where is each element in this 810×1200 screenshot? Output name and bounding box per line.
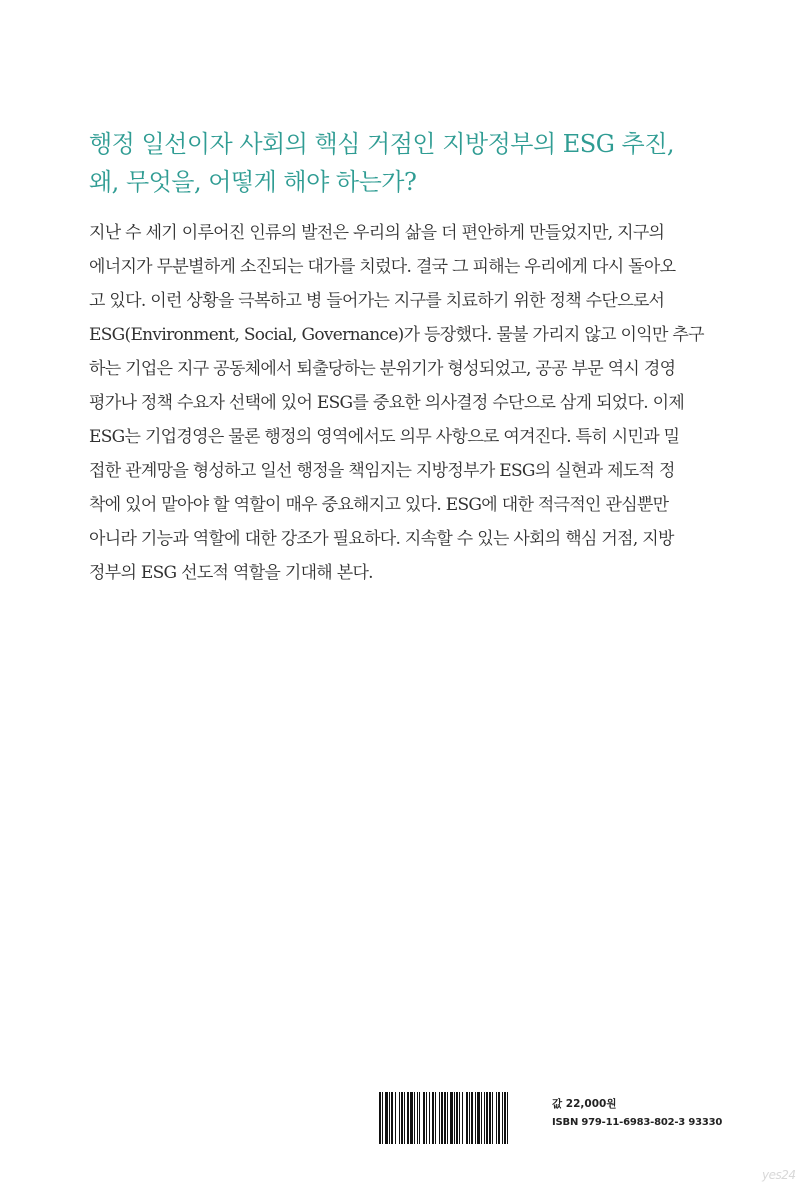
body-line: ESG(Environment, Social, Governance)가 등장했다. 물불 가리지 않고 이익만 추구 — [89, 325, 704, 345]
body-line: 착에 있어 맡아야 할 역할이 매우 중요해지고 있다. ESG에 대한 적극적인 관심뿐만 — [89, 495, 669, 515]
headline — [89, 125, 749, 201]
body-line: 고 있다. 이런 상황을 극복하고 병 들어가는 지구를 치료하기 위한 정책 수단으로서 — [89, 291, 665, 311]
barcode-image — [377, 1090, 547, 1146]
headline-line: 왜, 무엇을, 어떻게 해야 하는가? — [89, 168, 417, 196]
body-paragraph — [89, 216, 729, 590]
body-line: 평가나 정책 수요자 선택에 있어 ESG를 중요한 의사결정 수단으로 삼게 되었다. 이제 — [89, 393, 685, 413]
body-line: 지난 수 세기 이루어진 인류의 발전은 우리의 삶을 더 편안하게 만들었지만, 지구의 — [89, 223, 665, 243]
body-line: 정부의 ESG 선도적 역할을 기대해 본다. — [89, 563, 373, 583]
body-line: 하는 기업은 지구 공동체에서 퇴출당하는 분위기가 형성되었고, 공공 부문 역시 경영 — [89, 359, 676, 379]
isbn-label: ISBN 979-11-6983-802-3 93330 — [552, 1117, 723, 1128]
price-label: 값 22,000원 — [552, 1098, 617, 1110]
body-line: 접한 관계망을 형성하고 일선 행정을 책임지는 지방정부가 ESG의 실현과 제도적 정 — [89, 461, 675, 481]
headline-line: 행정 일선이자 사회의 핵심 거점인 지방정부의 ESG 추진, — [89, 130, 675, 158]
body-line: 아니라 기능과 역할에 대한 강조가 필요하다. 지속할 수 있는 사회의 핵심 거점, 지방 — [89, 529, 674, 549]
yes24-watermark: yes24 — [762, 1168, 796, 1182]
barcode-block — [377, 1090, 737, 1150]
body-line: 에너지가 무분별하게 소진되는 대가를 치렀다. 결국 그 피해는 우리에게 다시 돌아오 — [89, 257, 676, 277]
body-line: ESG는 기업경영은 물론 행정의 영역에서도 의무 사항으로 여겨진다. 특히 시민과 밀 — [89, 427, 680, 447]
